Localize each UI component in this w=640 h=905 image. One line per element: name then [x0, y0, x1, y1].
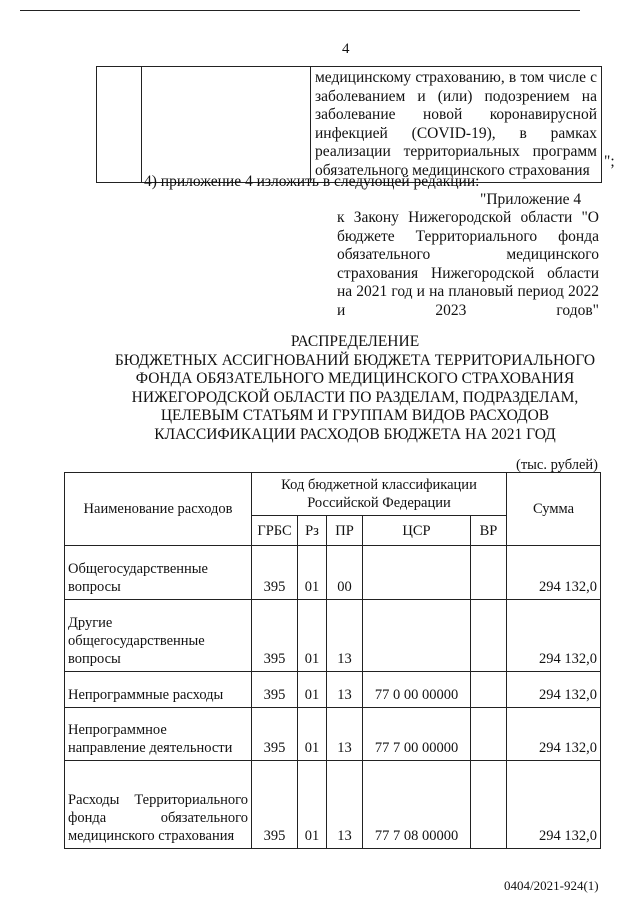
- title-line: ЦЕЛЕВЫМ СТАТЬЯМ И ГРУППАМ ВИДОВ РАСХОДОВ: [160, 407, 550, 425]
- amendment-item-4: 4) приложение 4 изложить в следующей редакции:: [144, 173, 480, 190]
- header-name: Наименование расходов: [65, 473, 252, 546]
- row-sum: 294 132,0: [507, 672, 601, 708]
- header-rz: Рз: [298, 516, 327, 546]
- page-number: 4: [342, 41, 350, 57]
- title-line: БЮДЖЕТНЫХ АССИГНОВАНИЙ БЮДЖЕТА ТЕРРИТОРИАЛЬНОГО: [114, 351, 596, 369]
- row-name: Расходы Территориального фонда обязательного медицинского страхования: [65, 761, 252, 849]
- prev-line: медицинскому страхованию, в том числе с: [315, 69, 597, 86]
- row-rz: 01: [298, 672, 327, 708]
- row-name: Другие общегосударственные вопросы: [65, 600, 252, 672]
- row-rz: 01: [298, 600, 327, 672]
- table-row: [65, 672, 601, 708]
- table-row: [65, 546, 601, 600]
- row-pr: 13: [327, 761, 363, 849]
- prev-line: заболеванием и (или) подозрением на: [315, 87, 597, 105]
- row-grbs: 395: [252, 672, 298, 708]
- row-sum: 294 132,0: [507, 600, 601, 672]
- previous-table-fragment: [96, 66, 602, 183]
- prev-line: инфекцией (COVID-19), в рамках: [315, 124, 597, 142]
- prev-line: заболевание новой коронавирусной: [315, 106, 597, 124]
- row-name: Общегосударственные вопросы: [65, 546, 252, 600]
- prev-line: обязательного медицинского страхования: [315, 161, 590, 179]
- row-rz: 01: [298, 546, 327, 600]
- row-csr: [363, 600, 471, 672]
- row-rz: 01: [298, 761, 327, 849]
- row-vr: [471, 708, 507, 761]
- top-rule: [20, 10, 580, 11]
- row-pr: 13: [327, 708, 363, 761]
- row-csr: [363, 546, 471, 600]
- row-vr: [471, 546, 507, 600]
- closing-quote: ";: [604, 153, 615, 170]
- title-line: ФОНДА ОБЯЗАТЕЛЬНОГО МЕДИЦИНСКОГО СТРАХОВАНИЯ: [135, 370, 575, 388]
- budget-table: [64, 472, 601, 849]
- row-pr: 00: [327, 546, 363, 600]
- row-pr: 13: [327, 672, 363, 708]
- appendix-reference: к Закону Нижегородской области "О бюджете Территориального фонда обязательного медицинского страхования Нижегородской области на 2021 год и на плановый период 2022 и 2023 годов": [337, 209, 599, 319]
- prev-empty-cell: [142, 67, 311, 183]
- row-sum: 294 132,0: [507, 761, 601, 849]
- header-sum: Сумма: [507, 473, 601, 546]
- table-row: [65, 761, 601, 849]
- row-grbs: 395: [252, 600, 298, 672]
- prev-line: реализации территориальных программ: [315, 143, 597, 161]
- row-sum: 294 132,0: [507, 708, 601, 761]
- table-row: [65, 600, 601, 672]
- row-rz: 01: [298, 708, 327, 761]
- row-pr: 13: [327, 600, 363, 672]
- prev-text-cell: [311, 67, 602, 183]
- row-vr: [471, 672, 507, 708]
- row-csr: 77 7 00 00000: [363, 708, 471, 761]
- row-sum: 294 132,0: [507, 546, 601, 600]
- header-pr: ПР: [327, 516, 363, 546]
- row-csr: 77 7 08 00000: [363, 761, 471, 849]
- row-grbs: 395: [252, 761, 298, 849]
- appendix-heading: "Приложение 4: [480, 191, 582, 208]
- prev-empty-cell: [97, 67, 142, 183]
- row-name: Непрограммное направление деятельности: [65, 708, 252, 761]
- title-line: РАСПРЕДЕЛЕНИЕ: [290, 333, 420, 350]
- row-grbs: 395: [252, 546, 298, 600]
- title-line: КЛАССИФИКАЦИИ РАСХОДОВ БЮДЖЕТА НА 2021 ГОД: [154, 425, 556, 443]
- row-csr: 77 0 00 00000: [363, 672, 471, 708]
- row-vr: [471, 761, 507, 849]
- document-number: 0404/2021-924(1): [504, 878, 599, 893]
- document-title: [60, 333, 640, 445]
- header-csr: ЦСР: [363, 516, 471, 546]
- units-label: (тыс. рублей): [516, 457, 598, 473]
- table-row: [65, 708, 601, 761]
- header-grbs: ГРБС: [252, 516, 298, 546]
- header-code-group: Код бюджетной классификации Российской Федерации: [252, 473, 507, 516]
- row-vr: [471, 600, 507, 672]
- header-vr: ВР: [471, 516, 507, 546]
- row-grbs: 395: [252, 708, 298, 761]
- title-line: НИЖЕГОРОДСКОЙ ОБЛАСТИ ПО РАЗДЕЛАМ, ПОДРАЗДЕЛАМ,: [131, 388, 579, 406]
- row-name: Непрограммные расходы: [65, 672, 252, 708]
